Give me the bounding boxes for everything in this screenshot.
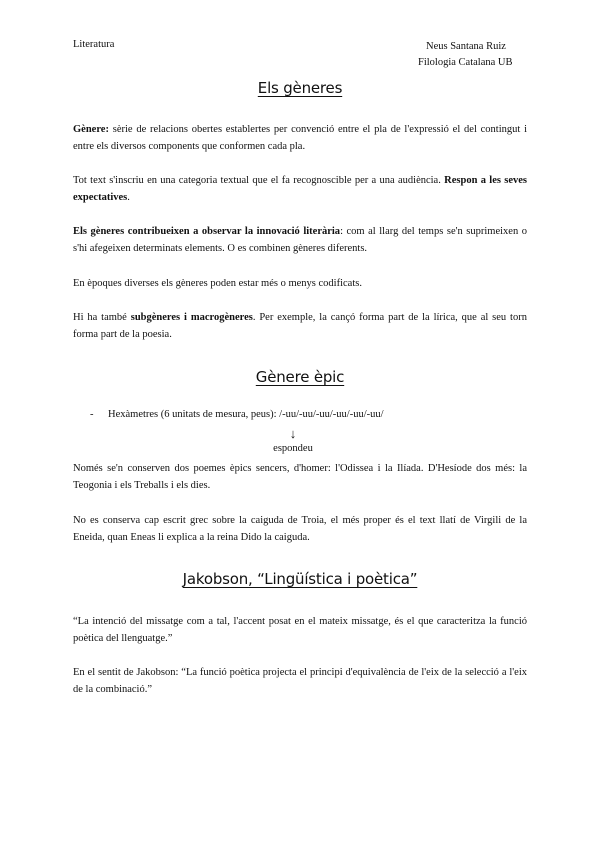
paragraph-troia — [73, 512, 527, 546]
down-arrow-icon: ↓ — [289, 426, 297, 441]
header-author: Neus Santana Ruiz — [426, 41, 506, 52]
subgeneres-end: . Per exemple, la cançó forma part de la lírica, que al seu torn forma part de la poesia. — [73, 312, 527, 340]
troia-text: No es conserva cap escrit grec sobre la caiguda de Troia, el més proper és el text llatí de Virgili de la Eneida, quan Eneas li explica a la reina Dido la caiguda. — [73, 515, 527, 543]
expectatives-bold: Respon a les seves expectatives — [73, 175, 527, 203]
paragraph-poemes-epics — [73, 460, 527, 494]
paragraph-genere-definition — [73, 121, 527, 155]
term-genere: Gènere: — [73, 124, 109, 135]
header-course: Filologia Catalana UB — [418, 57, 513, 68]
subgeneres-text: Hi ha també — [73, 312, 131, 323]
category-text: Tot text s'inscriu en una categoria textual que el fa recognoscible per a una audiència. — [73, 175, 445, 186]
bullet-dash: - — [90, 409, 94, 420]
header-author-block — [418, 39, 513, 71]
spondeu-label: espondeu — [273, 443, 313, 454]
bullet-hexametres — [90, 409, 384, 420]
jakobson-sentit-text: En el sentit de Jakobson: “La funció poètica projecta el principi d'equivalència de l'eix de la selecció a l'eix de la combinació.” — [73, 667, 527, 695]
subgeneres-bold: subgèneres i macrogèneres — [130, 312, 253, 323]
paragraph-subgeneres — [73, 309, 527, 343]
paragraph-jakobson-sentit — [73, 664, 527, 698]
paragraph-codificats — [73, 275, 527, 292]
jakobson-quote-text: “La intenció del missatge com a tal, l'accent posat en el mateix missatge, és el que caracteritza la funció poètica del llenguatge.” — [73, 616, 527, 644]
heading-els-generes: Els gèneres — [257, 79, 343, 97]
heading-jakobson: Jakobson, “Lingüística i poètica” — [182, 570, 418, 588]
heading-genere-epic: Gènere èpic — [255, 368, 345, 386]
paragraph-innovacio — [73, 223, 527, 257]
header-subject: Literatura — [73, 39, 115, 50]
paragraph-category — [73, 172, 527, 206]
category-end: . — [127, 192, 130, 203]
innovacio-text: : com al llarg del temps se'n suprimeixen o s'hi afegeixen determinats elements. O es combinen gèneres diferents. — [73, 226, 527, 254]
hexametres-text: Hexàmetres (6 unitats de mesura, peus): /-uu/-uu/-uu/-uu/-uu/-uu/ — [108, 409, 384, 420]
innovacio-bold: Els gèneres contribueixen a observar la innovació literària — [73, 226, 341, 237]
paragraph-jakobson-quote — [73, 613, 527, 647]
definition-text: sèrie de relacions obertes establertes per convenció entre el pla de l'expressió el del contingut i entre els diversos components que conformen cada pla. — [73, 124, 527, 152]
poemes-text: Només se'n conserven dos poemes èpics sencers, d'homer: l'Odissea i la Ilíada. D'Hesíode dos més: la Teogonia i els Treballs i els dies. — [73, 463, 527, 491]
codificats-text: En èpoques diverses els gèneres poden estar més o menys codificats. — [73, 278, 362, 289]
